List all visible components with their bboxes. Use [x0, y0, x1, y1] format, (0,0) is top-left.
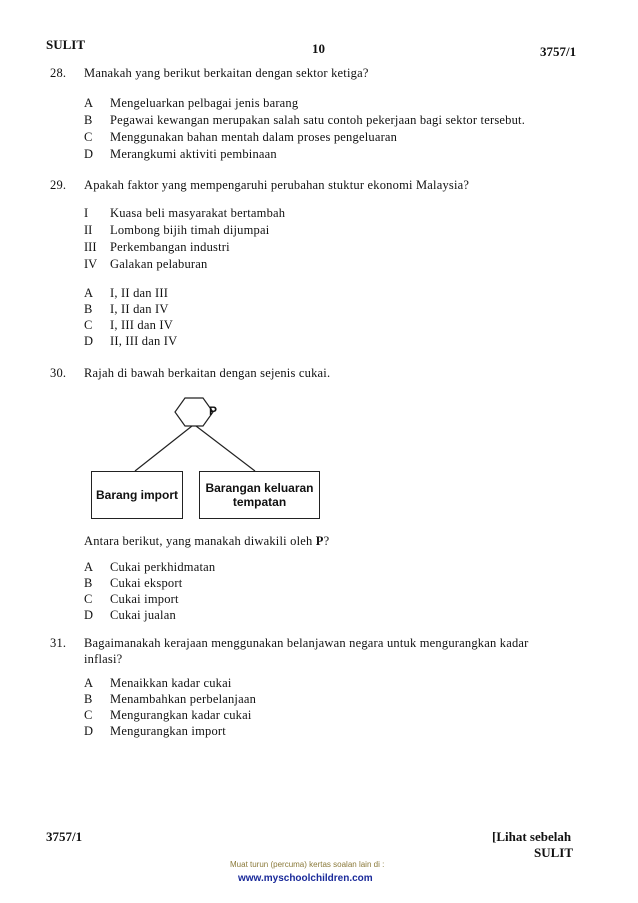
q31-option-b: Menambahkan perbelanjaan — [110, 692, 257, 706]
diagram-label-p: P — [208, 404, 217, 418]
connector-left — [135, 426, 192, 471]
q29-statement-iii: Perkembangan industri — [110, 240, 230, 254]
diagram-box-right — [199, 471, 320, 519]
q30-option-d: Cukai jualan — [110, 608, 176, 622]
q30-text: Rajah di bawah berkaitan dengan sejenis cukai. — [84, 366, 331, 380]
q28-option-letter: D — [84, 147, 94, 161]
q31-option-a: Menaikkan kadar cukai — [110, 676, 232, 690]
q28-option-d: Merangkumi aktiviti pembinaan — [110, 147, 277, 161]
page-number: 10 — [312, 41, 325, 56]
q31-option-letter: C — [84, 708, 93, 722]
diagram-box-right-line1: Barangan keluaran — [205, 481, 314, 495]
q29-statement-iv: Galakan pelaburan — [110, 257, 208, 271]
q29-statement-ii: Lombong bijih timah dijumpai — [110, 223, 270, 237]
q30-option-letter: A — [84, 560, 94, 574]
q31-option-letter: B — [84, 692, 93, 706]
diagram-box-left-label: Barang import — [95, 488, 178, 502]
q29-statement-numeral: III — [84, 240, 97, 254]
q30-option-letter: B — [84, 576, 93, 590]
q31-option-d: Mengurangkan import — [110, 724, 226, 738]
q31-option-letter: D — [84, 724, 94, 738]
q29-option-letter: C — [84, 318, 93, 332]
q29-option-b: I, II dan IV — [110, 302, 169, 316]
q29-statement-numeral: II — [84, 223, 93, 237]
q31-option-letter: A — [84, 676, 94, 690]
q28-option-letter: C — [84, 130, 93, 144]
q30-question — [84, 534, 329, 549]
connector-right — [196, 426, 255, 471]
q29-number: 29. — [50, 178, 67, 192]
q29-statement-numeral: I — [84, 206, 89, 220]
q28-option-letter: A — [84, 96, 94, 110]
header-code: 3757/1 — [540, 44, 577, 59]
q28-number: 28. — [50, 66, 67, 80]
q30-number: 30. — [50, 366, 67, 380]
q31-option-c: Mengurangkan kadar cukai — [110, 708, 252, 722]
footer-code: 3757/1 — [46, 829, 83, 844]
q29-statement-numeral: IV — [84, 257, 98, 271]
q29-option-a: I, II dan III — [110, 286, 169, 300]
footer-website-link[interactable]: www.myschoolchildren.com — [238, 873, 373, 884]
q31-number: 31. — [50, 636, 67, 650]
q30-question-prefix: Antara berikut, yang manakah diwakili oleh — [84, 534, 316, 548]
q28-option-letter: B — [84, 113, 93, 127]
q30-question-suffix: ? — [323, 534, 330, 548]
diagram-box-right-line2: tempatan — [232, 495, 287, 509]
q29-option-letter: B — [84, 302, 93, 316]
q31-text-line1: Bagaimanakah kerajaan menggunakan belanjawan negara untuk mengurangkan kadar — [84, 636, 529, 650]
q29-statement-i: Kuasa beli masyarakat bertambah — [110, 206, 286, 220]
q29-option-d: II, III dan IV — [110, 334, 178, 348]
footer-download-note: Muat turun (percuma) kertas soalan lain di : — [230, 860, 385, 869]
q29-option-c: I, III dan IV — [110, 318, 173, 332]
header-sulit: SULIT — [46, 37, 86, 52]
q29-option-letter: D — [84, 334, 94, 348]
diagram-box-left — [91, 471, 183, 519]
footer-sulit: SULIT — [534, 845, 574, 860]
q30-option-b: Cukai eksport — [110, 576, 183, 590]
q30-option-letter: C — [84, 592, 93, 606]
q28-option-b: Pegawai kewangan merupakan salah satu contoh pekerjaan bagi sektor tersebut. — [110, 113, 526, 127]
q28-option-c: Menggunakan bahan mentah dalam proses pengeluaran — [110, 130, 398, 144]
q28-option-a: Mengeluarkan pelbagai jenis barang — [110, 96, 299, 110]
q28-text: Manakah yang berikut berkaitan dengan sektor ketiga? — [84, 66, 369, 80]
q29-option-letter: A — [84, 286, 94, 300]
q31-text-line2: inflasi? — [84, 652, 123, 666]
q30-option-c: Cukai import — [110, 592, 179, 606]
footer-see-next: [Lihat sebelah — [492, 829, 572, 844]
q30-option-a: Cukai perkhidmatan — [110, 560, 216, 574]
q29-text: Apakah faktor yang mempengaruhi perubahan stuktur ekonomi Malaysia? — [84, 178, 470, 192]
q30-question-bold: P — [315, 534, 324, 548]
q30-option-letter: D — [84, 608, 94, 622]
